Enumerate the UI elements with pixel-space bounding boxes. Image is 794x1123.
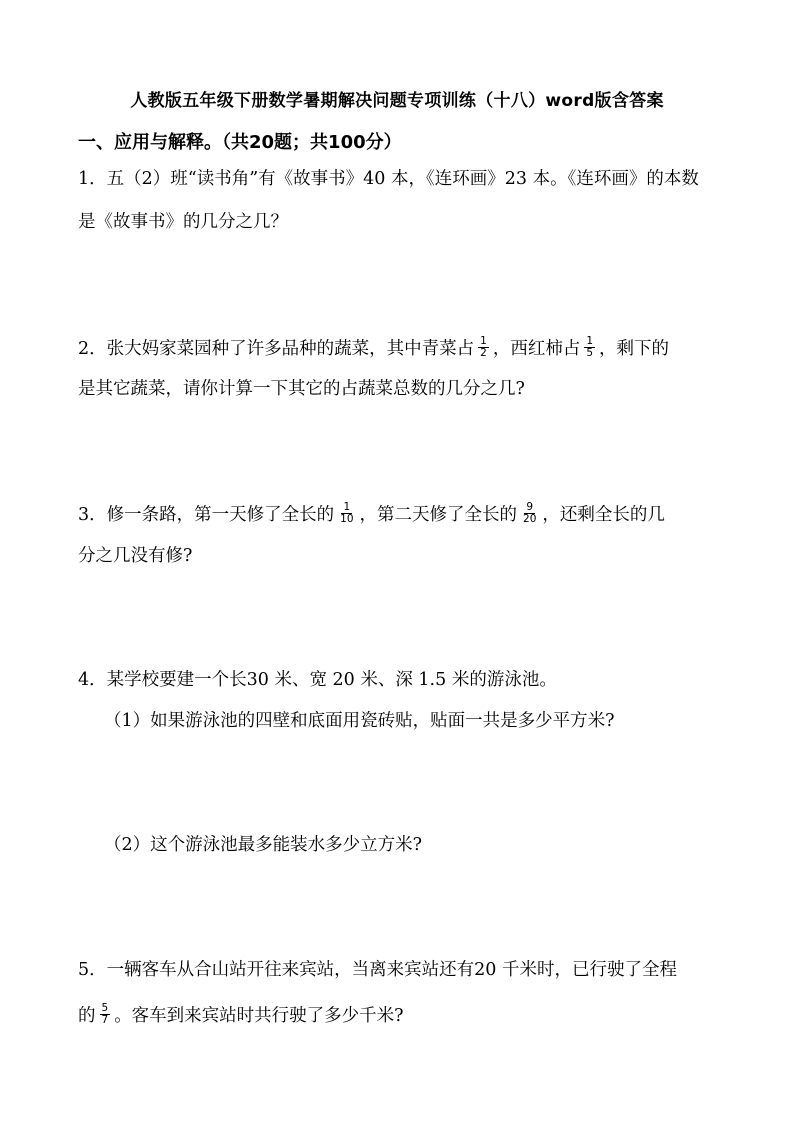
fraction-denominator: 20 xyxy=(523,513,537,526)
question-3-text-a: 3．修一条路，第一天修了全长的 xyxy=(78,505,335,526)
question-3-line-2: 分之几没有修? xyxy=(78,546,193,566)
question-5-text-b: 。客车到来宾站时共行驶了多少千米? xyxy=(114,1006,404,1027)
question-4-sub-2: （2）这个游泳池最多能装水多少立方米? xyxy=(104,835,423,855)
question-3-text-b: ，第二天修了全长的 xyxy=(359,505,518,526)
fraction-numerator: 9 xyxy=(526,501,534,513)
fraction-one-half xyxy=(478,336,489,359)
question-2-line-1 xyxy=(78,335,670,361)
question-2-text-a: 2．张大妈家菜园种了许多品种的蔬菜，其中青菜占 xyxy=(78,339,475,360)
fraction-numerator: 1 xyxy=(480,335,487,347)
question-4-line-1: 4．某学校要建一个长30 米、宽 20 米、深 1.5 米的游泳池。 xyxy=(78,670,557,690)
fraction-numerator: 5 xyxy=(101,1002,109,1014)
fraction-denominator: 5 xyxy=(586,347,594,360)
fraction-denominator: 7 xyxy=(101,1014,109,1027)
question-2-line-2: 是其它蔬菜，请你计算一下其它的占蔬菜总数的几分之几? xyxy=(78,379,525,399)
fraction-denominator: 10 xyxy=(340,513,354,526)
fraction-five-sevenths xyxy=(100,1003,111,1026)
question-3-text-c: ，还剩全长的几 xyxy=(542,505,665,526)
question-2-text-c: ，剩下的 xyxy=(599,339,670,360)
page-title: 人教版五年级下册数学暑期解决问题专项训练（十八）word版含答案 xyxy=(130,91,664,111)
fraction-numerator: 1 xyxy=(586,335,594,347)
question-5-line-1: 5．一辆客车从合山站开往来宾站，当离来宾站还有20 千米时，已行驶了全程 xyxy=(78,960,677,980)
fraction-numerator: 1 xyxy=(343,501,351,513)
section-heading: 一、应用与解释。（共20题；共100分） xyxy=(78,132,402,153)
fraction-one-fifth xyxy=(584,336,595,359)
fraction-nine-twentieths xyxy=(521,502,538,525)
fraction-one-tenth xyxy=(338,502,355,525)
question-2-text-b: ，西红柿占 xyxy=(492,339,581,360)
question-1-line-2: 是《故事书》的几分之几？ xyxy=(78,212,288,232)
question-5-line-2 xyxy=(78,1002,404,1028)
question-3-line-1 xyxy=(78,501,665,527)
question-1-line-1: 1．五（2）班“读书角”有《故事书》40 本，《连环画》23 本。《连环画》的本数 xyxy=(78,169,699,189)
fraction-denominator: 2 xyxy=(480,347,487,360)
question-5-text-a: 的 xyxy=(78,1006,96,1027)
question-4-sub-1: （1）如果游泳池的四壁和底面用瓷砖贴，贴面一共是多少平方米? xyxy=(104,711,615,731)
